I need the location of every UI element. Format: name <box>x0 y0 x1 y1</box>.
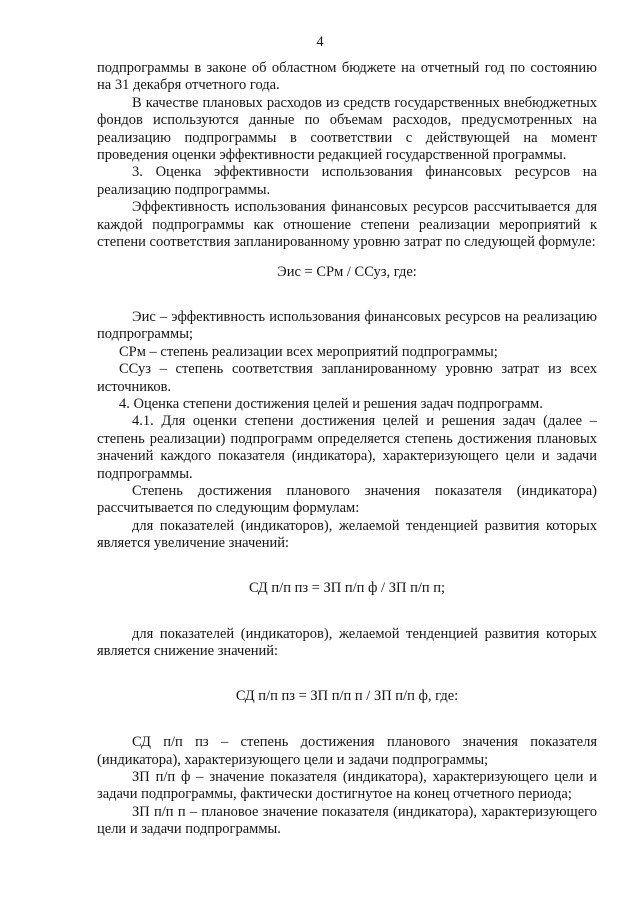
document-body <box>97 60 597 839</box>
paragraph-degree-formulas: Степень достижения планового значения показателя (индикатора) рассчитывается по следующим формулам: <box>97 482 597 517</box>
section-3-heading: 3. Оценка эффективности использования финансовых ресурсов на реализацию подпрограммы. <box>97 164 597 198</box>
formula-efficiency: Эис = СРм / ССуз, где: <box>277 264 417 281</box>
definition-sd: СД п/п пз – степень достижения планового значения показателя (индикатора), характеризующего цели и задачи подпрограммы; <box>97 734 597 768</box>
formula-increase: СД п/п пз = ЗП п/п ф / ЗП п/п п; <box>248 579 446 596</box>
definition-srm: СРм – степень реализации всех мероприятий подпрограммы; <box>119 343 498 360</box>
paragraph-4-1: 4.1. Для оценки степени достижения целей и решения задач (далее – степень реализации) подпрограмм определяется степень достижения плановых значений каждого показателя (индикатора), характеризующего цели и задачи подпрограммы. <box>97 413 597 482</box>
formula-decrease: СД п/п пз = ЗП п/п п / ЗП п/п ф, где: <box>235 687 459 704</box>
section-4-heading: 4. Оценка степени достижения целей и решения задач подпрограмм. <box>119 395 543 412</box>
definition-zp-plan: ЗП п/п п – плановое значение показателя (индикатора), характеризующего цели и задачи подпрограммы. <box>97 803 597 838</box>
paragraph-efficiency-definition: Эффективность использования финансовых ресурсов рассчитывается для каждой подпрограммы как отношение степени реализации мероприятий к степени соответствия запланированному уровню затрат по следующей формуле: <box>97 199 597 251</box>
paragraph-decrease-indicators: для показателей (индикаторов), желаемой тенденцией развития которых является снижение значений: <box>97 625 597 660</box>
definition-ssuz: ССуз – степень соответствия запланированному уровню затрат из всех источников. <box>97 361 597 395</box>
page-number: 4 <box>316 34 324 50</box>
paragraph-budget-law: подпрограммы в законе об областном бюджете на отчетный год по состоянию на 31 декабря отчетного года. <box>97 60 597 94</box>
paragraph-planned-expenses: В качестве плановых расходов из средств государственных внебюджетных фондов используются данные по объемам расходов, предусмотренных на реализацию подпрограммы в соответствии с действующей на момент проведения оценки эффективности редакцией государственной программы. <box>97 94 597 164</box>
paragraph-increase-indicators: для показателей (индикаторов), желаемой тенденцией развития которых является увеличение значений: <box>97 517 597 552</box>
definition-eis: Эис – эффективность использования финансовых ресурсов на реализацию подпрограммы; <box>97 308 597 343</box>
definition-zp-fact: ЗП п/п ф – значение показателя (индикатора), характеризующего цели и задачи подпрограммы, фактически достигнутое на конец отчетного периода; <box>97 769 597 803</box>
